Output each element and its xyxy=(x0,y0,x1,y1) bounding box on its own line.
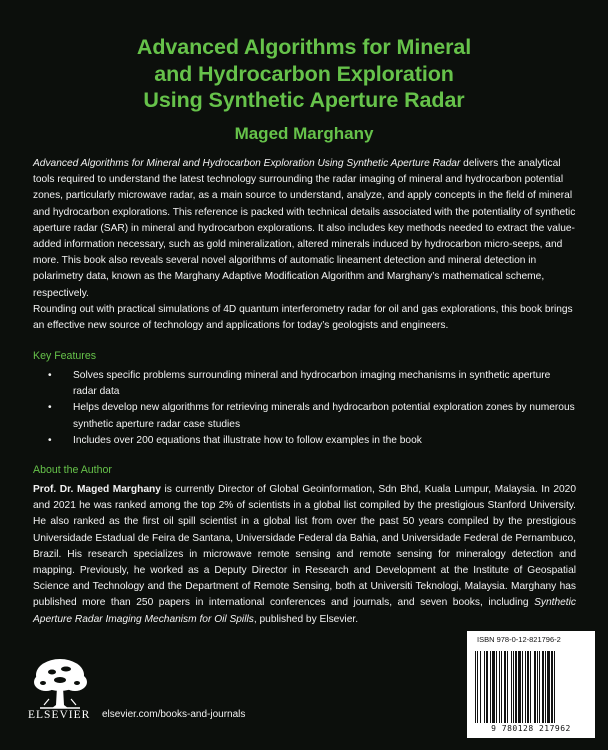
title-line-2: and Hydrocarbon Exploration xyxy=(154,61,454,86)
publisher-name: ELSEVIER xyxy=(28,709,91,721)
key-features-list xyxy=(33,368,576,449)
description-text: delivers the analytical tools required to understand the latest technology surrounding the radar imaging of mineral and hydrocarbon potential zones, particularly microwave radar, as a main source to understand, analyze, and apply concepts in the field of mineral and hydrocarbon explorations. This reference is packed with technical details associated with the potentiality of synthetic aperture radar (SAR) in mineral and hydrocarbon explorations. It also includes key methods needed to extract the value-added information necessary, such as gold mineralization, altered minerals induced by hydrocarbon micro-seeps, and more. This book also reveals several novel algorithms of automatic lineament detection and mineral detection in polarimetry data, known as the Marghany Adaptive Modification Algorithm and Marghany’s mathematical scheme, respectively. xyxy=(33,158,576,299)
key-feature-item xyxy=(33,433,576,449)
author-bio-text-end: , published by Elsevier. xyxy=(253,613,359,625)
isbn-barcode-icon xyxy=(473,651,589,723)
key-feature-text: Includes over 200 equations that illustrate how to follow examples in the book xyxy=(73,434,422,446)
about-author-paragraph xyxy=(33,482,576,628)
bullet-icon: • xyxy=(48,434,52,446)
key-features-heading: Key Features xyxy=(33,350,97,362)
description-paragraph-2 xyxy=(33,302,576,334)
key-feature-text: Solves specific problems surrounding mineral and hydrocarbon imaging mechanisms in synthetic aperture radar data xyxy=(73,370,551,398)
title-line-1: Advanced Algorithms for Mineral xyxy=(136,35,472,59)
publisher-website-link[interactable]: elsevier.com/books-and-journals xyxy=(102,709,246,720)
book-title xyxy=(0,34,608,114)
barcode-number: 9 780128 217962 xyxy=(491,724,571,733)
author-bio-text: is currently Director of Global Geoinformation, Sdn Bhd, Kuala Lumpur, Malaysia. In 2020 and 2021 he was ranked among the top 2% of scientists in a global list compiled by the prestigious Stanford University. He also ranked as the first oil spill scientist in a global list from over the past 50 years compiled by the prestigious Universidade Estadual de Feira de Santana, Universidade Federal da Bahia, and Universidade Federal de Pernambuco, Brazil. His research specializes in microwave remote sensing and remote sensing for mineralogy detection and mapping. Previously, he worked as a Deputy Director in Research and Development at the Institute of Geospatial Science and Technology and the Department of Remote Sensing, both at Universiti Teknologi, Malaysia. Marghany has published more than 250 papers in international conferences and journals, and seven books, including xyxy=(33,484,576,609)
isbn-barcode-box xyxy=(467,631,595,738)
author-bio-name: Prof. Dr. Maged Marghany xyxy=(33,484,161,495)
author-bio-book-title: Synthetic Aperture Radar Imaging Mechanism for Oil Spills xyxy=(33,597,576,625)
key-feature-item xyxy=(33,400,576,432)
author-name: Maged Marghany xyxy=(234,124,374,143)
bullet-icon: • xyxy=(48,402,52,414)
description-book-title: Advanced Algorithms for Mineral and Hydrocarbon Exploration Using Synthetic Aperture Radar xyxy=(33,158,461,169)
about-author-heading: About the Author xyxy=(33,464,112,476)
description-text-2: Rounding out with practical simulations of 4D quantum interferometry radar for oil and gas explorations, this book brings an effective new source of technology and applications for today’s geologists and engineers. xyxy=(33,304,573,332)
description-paragraph-1 xyxy=(33,156,576,302)
bullet-icon: • xyxy=(48,370,52,381)
isbn-label: ISBN 978-0-12-821796-2 xyxy=(477,635,561,644)
key-feature-item xyxy=(33,368,576,400)
key-feature-text: Helps develop new algorithms for retrieving minerals and hydrocarbon potential exploration zones by numerous synthetic aperture radar case studies xyxy=(73,402,575,430)
title-line-3: Using Synthetic Aperture Radar xyxy=(143,88,465,112)
